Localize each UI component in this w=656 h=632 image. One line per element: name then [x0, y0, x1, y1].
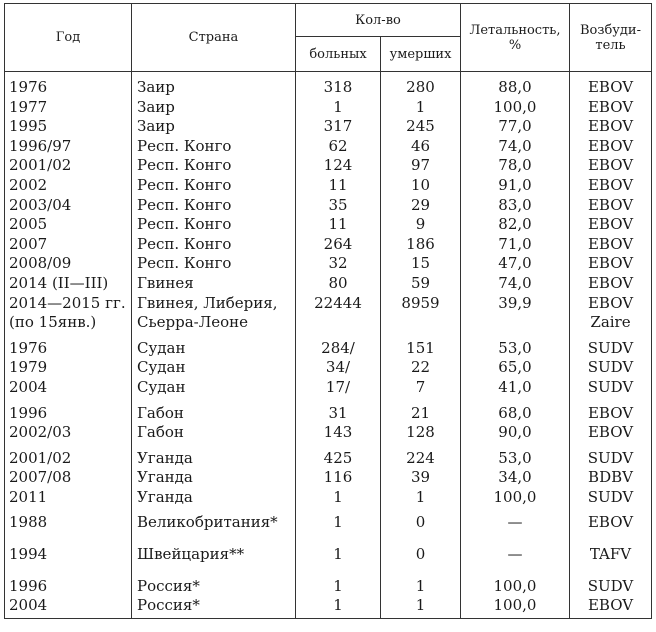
cell-sick: 1: [296, 507, 381, 533]
cell-dead: 7: [381, 378, 461, 398]
cell-country: Заир: [132, 117, 296, 137]
table-row: [5, 137, 652, 157]
cell-year: 1996: [5, 565, 132, 597]
cell-year: 2003/04: [5, 196, 132, 216]
cell-sick: 1: [296, 533, 381, 565]
cell-fatality: 53,0: [461, 333, 570, 359]
cell-year: 1976: [5, 72, 132, 98]
cell-fatality: 34,0: [461, 468, 570, 488]
cell-country: Швейцария**: [132, 533, 296, 565]
cell-year: 1988: [5, 507, 132, 533]
cell-agent: SUDV: [570, 378, 652, 398]
table-row: [5, 196, 652, 216]
cell-sick: 318: [296, 72, 381, 98]
cell-year: 2004: [5, 378, 132, 398]
cell-fatality: 41,0: [461, 378, 570, 398]
cell-dead: 0: [381, 507, 461, 533]
cell-country-line1: Гвинея, Либерия,: [137, 293, 278, 312]
cell-year: [5, 294, 132, 333]
cell-agent: SUDV: [570, 358, 652, 378]
cell-dead: 29: [381, 196, 461, 216]
cell-sick: 11: [296, 176, 381, 196]
cell-fatality: 47,0: [461, 254, 570, 274]
cell-dead: 1: [381, 488, 461, 508]
cell-sick: 1: [296, 98, 381, 118]
cell-country-line2: Сьерра-Леоне: [137, 313, 249, 332]
header-fatality-line2: %: [508, 37, 522, 53]
cell-country: Гвинея: [132, 274, 296, 294]
cell-year: 2005: [5, 215, 132, 235]
cell-country: Габон: [132, 423, 296, 443]
table-row: [5, 254, 652, 274]
cell-dead: 1: [381, 98, 461, 118]
cell-dead: 280: [381, 72, 461, 98]
cell-agent: EBOV: [570, 596, 652, 618]
cell-fatality: 53,0: [461, 443, 570, 469]
cell-dead: 10: [381, 176, 461, 196]
table-row: [5, 274, 652, 294]
table-row: [5, 398, 652, 424]
cell-agent: EBOV: [570, 254, 652, 274]
cell-country: Судан: [132, 378, 296, 398]
cell-sick: 80: [296, 274, 381, 294]
cell-sick: 143: [296, 423, 381, 443]
cell-agent: EBOV: [570, 398, 652, 424]
cell-year: 2002: [5, 176, 132, 196]
cell-dead: 245: [381, 117, 461, 137]
cell-year: 2001/02: [5, 156, 132, 176]
cell-dead: 128: [381, 423, 461, 443]
cell-fatality: 100,0: [461, 488, 570, 508]
cell-sick: 264: [296, 235, 381, 255]
cell-agent: EBOV: [570, 274, 652, 294]
cell-country: Судан: [132, 358, 296, 378]
cell-agent: EBOV: [570, 117, 652, 137]
table-row: [5, 156, 652, 176]
cell-sick: 1: [296, 596, 381, 618]
cell-year: 2007: [5, 235, 132, 255]
cell-dead: 15: [381, 254, 461, 274]
cell-fatality: 83,0: [461, 196, 570, 216]
cell-fatality: —: [461, 533, 570, 565]
cell-sick: 116: [296, 468, 381, 488]
table-row: [5, 565, 652, 597]
cell-year: 2001/02: [5, 443, 132, 469]
cell-agent: EBOV: [570, 176, 652, 196]
cell-year: 1996: [5, 398, 132, 424]
table-row: [5, 117, 652, 137]
table-row: [5, 488, 652, 508]
cell-agent: BDBV: [570, 468, 652, 488]
cell-fatality: —: [461, 507, 570, 533]
cell-fatality: 74,0: [461, 274, 570, 294]
cell-agent: SUDV: [570, 565, 652, 597]
cell-country: Респ. Конго: [132, 235, 296, 255]
table-header: [5, 4, 652, 72]
table-row: [5, 294, 652, 333]
cell-fatality: 91,0: [461, 176, 570, 196]
cell-fatality: 78,0: [461, 156, 570, 176]
cell-year-line1: 2014—2015 гг.: [9, 293, 126, 312]
cell-year: 2004: [5, 596, 132, 618]
cell-agent: EBOV: [570, 72, 652, 98]
cell-agent: [570, 294, 652, 333]
cell-dead: 97: [381, 156, 461, 176]
cell-dead: 21: [381, 398, 461, 424]
cell-country: Респ. Конго: [132, 176, 296, 196]
header-agent: [570, 4, 652, 72]
cell-fatality: 100,0: [461, 596, 570, 618]
cell-sick: 17/: [296, 378, 381, 398]
table-row: [5, 176, 652, 196]
header-dead: умерших: [381, 37, 461, 72]
cell-dead: 151: [381, 333, 461, 359]
cell-country: Заир: [132, 72, 296, 98]
cell-year: 1976: [5, 333, 132, 359]
header-sick: больных: [296, 37, 381, 72]
cell-sick: 1: [296, 488, 381, 508]
table-body: [5, 72, 652, 619]
cell-agent-line2: Zaire: [590, 313, 631, 332]
cell-year: 1979: [5, 358, 132, 378]
cell-year: 2007/08: [5, 468, 132, 488]
cell-country: Уганда: [132, 488, 296, 508]
table-row: [5, 72, 652, 98]
header-fatality: [461, 4, 570, 72]
table-row: [5, 443, 652, 469]
cell-dead: 224: [381, 443, 461, 469]
table-row: [5, 596, 652, 618]
cell-country: Россия*: [132, 565, 296, 597]
cell-agent: EBOV: [570, 215, 652, 235]
cell-fatality: 74,0: [461, 137, 570, 157]
cell-agent: EBOV: [570, 137, 652, 157]
cell-agent: SUDV: [570, 443, 652, 469]
header-agent-line1: Возбуди-: [579, 22, 641, 38]
table-row: [5, 533, 652, 565]
cell-dead: 46: [381, 137, 461, 157]
cell-agent: EBOV: [570, 423, 652, 443]
cell-year: 2002/03: [5, 423, 132, 443]
cell-country: Великобритания*: [132, 507, 296, 533]
cell-sick: 425: [296, 443, 381, 469]
cell-year: 1994: [5, 533, 132, 565]
cell-country: Респ. Конго: [132, 137, 296, 157]
cell-fatality: 65,0: [461, 358, 570, 378]
cell-dead: 186: [381, 235, 461, 255]
cell-agent: SUDV: [570, 333, 652, 359]
cell-year: 2008/09: [5, 254, 132, 274]
header-country: Страна: [132, 4, 296, 72]
cell-country: [132, 294, 296, 333]
table-row: [5, 358, 652, 378]
cell-fatality: 100,0: [461, 565, 570, 597]
table-row: [5, 423, 652, 443]
cell-agent: EBOV: [570, 98, 652, 118]
header-year: Год: [5, 4, 132, 72]
cell-agent-line1: EBOV: [587, 293, 634, 312]
cell-country: Заир: [132, 98, 296, 118]
cell-sick: 1: [296, 565, 381, 597]
header-count: Кол-во: [296, 4, 461, 37]
table-row: [5, 507, 652, 533]
cell-sick: 22444: [296, 294, 381, 333]
cell-dead: 22: [381, 358, 461, 378]
ebola-outbreaks-table: [4, 3, 652, 619]
table-row: [5, 215, 652, 235]
cell-agent: EBOV: [570, 235, 652, 255]
cell-country: Респ. Конго: [132, 156, 296, 176]
cell-fatality: 77,0: [461, 117, 570, 137]
table-row: [5, 333, 652, 359]
cell-dead: 0: [381, 533, 461, 565]
cell-sick: 62: [296, 137, 381, 157]
cell-sick: 34/: [296, 358, 381, 378]
cell-agent: EBOV: [570, 156, 652, 176]
cell-sick: 11: [296, 215, 381, 235]
cell-sick: 284/: [296, 333, 381, 359]
cell-year: 1995: [5, 117, 132, 137]
cell-agent: SUDV: [570, 488, 652, 508]
table-row: [5, 98, 652, 118]
cell-agent: EBOV: [570, 507, 652, 533]
cell-sick: 124: [296, 156, 381, 176]
cell-year: 1996/97: [5, 137, 132, 157]
cell-agent: TAFV: [570, 533, 652, 565]
cell-country: Респ. Конго: [132, 215, 296, 235]
cell-country: Уганда: [132, 468, 296, 488]
cell-country: Респ. Конго: [132, 196, 296, 216]
cell-country: Респ. Конго: [132, 254, 296, 274]
cell-dead: 59: [381, 274, 461, 294]
cell-fatality: 68,0: [461, 398, 570, 424]
cell-fatality: 39,9: [461, 294, 570, 333]
header-agent-line2: тель: [595, 37, 626, 53]
cell-fatality: 100,0: [461, 98, 570, 118]
cell-country: Габон: [132, 398, 296, 424]
cell-country: Судан: [132, 333, 296, 359]
cell-dead: 1: [381, 565, 461, 597]
cell-country: Россия*: [132, 596, 296, 618]
cell-sick: 31: [296, 398, 381, 424]
cell-sick: 35: [296, 196, 381, 216]
cell-fatality: 71,0: [461, 235, 570, 255]
cell-year: 2011: [5, 488, 132, 508]
cell-year: 2014 (II—III): [5, 274, 132, 294]
cell-dead: 39: [381, 468, 461, 488]
cell-year: 1977: [5, 98, 132, 118]
header-fatality-line1: Летальность,: [469, 22, 561, 38]
cell-fatality: 90,0: [461, 423, 570, 443]
cell-fatality: 88,0: [461, 72, 570, 98]
cell-agent: EBOV: [570, 196, 652, 216]
cell-fatality: 82,0: [461, 215, 570, 235]
cell-dead: 1: [381, 596, 461, 618]
table-row: [5, 378, 652, 398]
table-row: [5, 468, 652, 488]
cell-year-line2: (по 15янв.): [9, 313, 97, 332]
cell-sick: 317: [296, 117, 381, 137]
cell-sick: 32: [296, 254, 381, 274]
cell-country: Уганда: [132, 443, 296, 469]
cell-dead: 8959: [381, 294, 461, 333]
cell-dead: 9: [381, 215, 461, 235]
table-row: [5, 235, 652, 255]
